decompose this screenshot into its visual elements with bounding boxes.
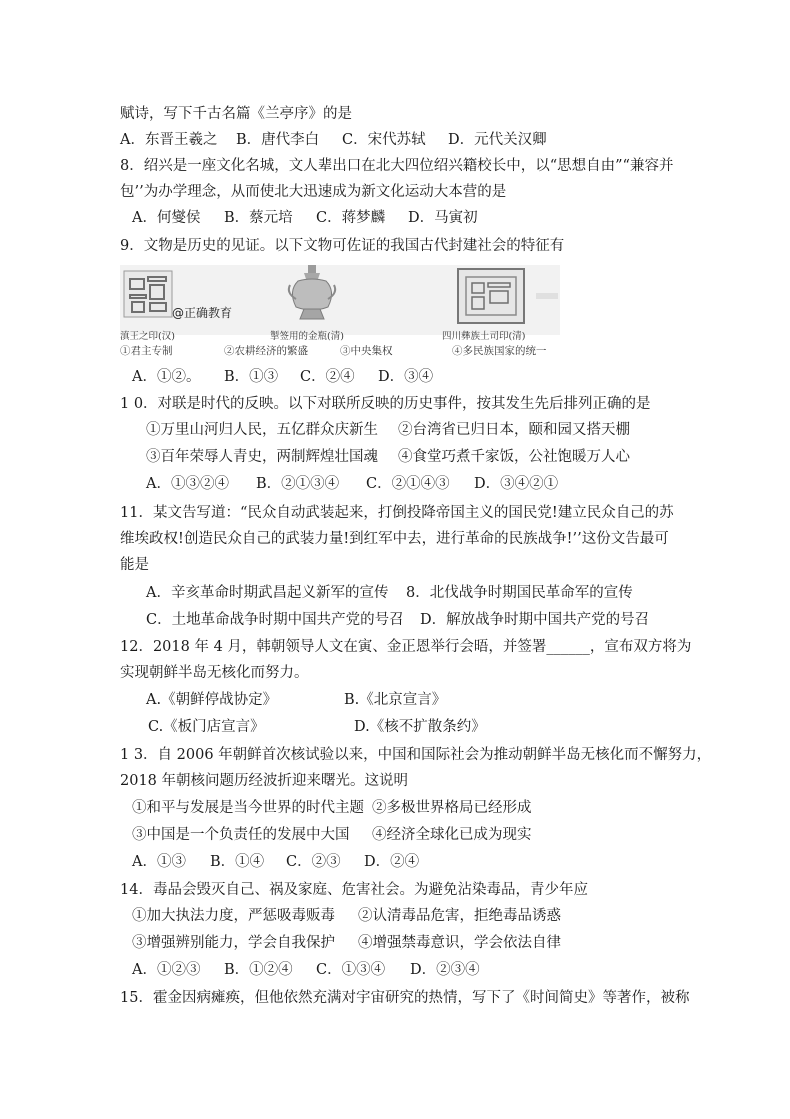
q13-option-d: D．②④ xyxy=(364,854,420,870)
q14-option-d: D．②③④ xyxy=(410,962,480,978)
q10-option-a: A．①③②④ xyxy=(146,476,229,492)
q11-stem-line2: 维埃政权!创造民众自己的武装力量!到红军中去，进行革命的民族战争!’’这份文告最可 xyxy=(120,531,669,547)
dian-king-seal-image xyxy=(124,271,172,317)
q10-statement-3: ③百年荣辱人青史，两制辉煌壮国魂 xyxy=(146,449,378,465)
q13-option-c: C．②③ xyxy=(286,854,341,870)
q10-option-b: B．②①③④ xyxy=(256,476,340,492)
label-centralization: ③中央集权 xyxy=(340,345,393,357)
q11-option-d: D．解放战争时期中国共产党的号召 xyxy=(420,612,650,628)
q14-statement-1: ①加大执法力度，严惩吸毒贩毒 xyxy=(132,908,335,924)
q9-option-d: D．③④ xyxy=(378,369,434,385)
q8-option-d: D．马寅初 xyxy=(408,210,478,226)
q12-option-b: B.《北京宣言》 xyxy=(344,692,447,708)
q13-option-b: B．①④ xyxy=(210,854,265,870)
q9-option-b: B．①③ xyxy=(224,369,279,385)
q8-stem-line1: 8．绍兴是一座文化名城，文人辈出口在北大四位绍兴籍校长中，以“思想自由”“兼容并 xyxy=(120,158,674,174)
q7-option-a: A．东晋王羲之 xyxy=(120,132,218,148)
q12-stem-line1: 12．2018 年 4 月，韩朝领导人文在寅、金正恩举行会晤，并签署______，宣布双方将为 xyxy=(120,639,692,655)
q11-option-a: A．辛亥革命时期武昌起义新军的宣传 xyxy=(146,585,389,601)
q13-statement-3: ③中国是一个负责任的发展中大国 xyxy=(132,827,350,843)
q13-option-a: A．①③ xyxy=(132,854,186,870)
q12-option-c: C.《板门店宣言》 xyxy=(148,719,265,735)
watermark-text: @正确教育 xyxy=(172,306,233,320)
q13-stem-line2: 2018 年朝核问题历经波折迎来曙光。这说明 xyxy=(120,773,409,789)
q9-option-a: A．①②。 xyxy=(132,369,201,385)
q14-option-c: C．①③④ xyxy=(316,962,386,978)
q8-option-a: A．何燮侯 xyxy=(132,210,201,226)
q8-option-b: B．蔡元培 xyxy=(224,210,293,226)
q14-statement-2: ②认清毒品危害，拒绝毒品诱惑 xyxy=(358,908,561,924)
q9-stem: 9．文物是历史的见证。以下文物可佐证的我国古代封建社会的特征有 xyxy=(120,238,565,254)
q13-statement-1: ①和平与发展是当今世界的时代主题 xyxy=(132,800,364,816)
caption-dian-seal: 滇王之印(汉) xyxy=(120,331,175,342)
q10-option-d: D．③④②① xyxy=(474,476,559,492)
q7-option-c: C．宋代苏轼 xyxy=(342,132,426,148)
q7-option-b: B．唐代李白 xyxy=(236,132,320,148)
q10-stem: 1 0．对联是时代的反映。以下对联所反映的历史事件，按其发生先后排列正确的是 xyxy=(120,396,651,412)
q7-stem-tail: 赋诗，写下千古名篇《兰亭序》的是 xyxy=(120,106,352,122)
caption-yi-seal: 四川彝族土司印(清) xyxy=(442,331,526,342)
q14-statement-3: ③增强辨别能力，学会自我保护 xyxy=(132,935,335,951)
q14-statement-4: ④增强禁毒意识，学会依法自律 xyxy=(358,935,561,951)
q11-stem-line3: 能是 xyxy=(120,557,149,573)
q14-option-b: B．①②④ xyxy=(224,962,293,978)
q11-stem-line1: 11．某文告写道：“民众自动武装起来，打倒投降帝国主义的国民党!建立民众自己的苏 xyxy=(120,505,674,521)
q10-option-c: C．②①④③ xyxy=(366,476,450,492)
q14-stem: 14．毒品会毁灭自己、祸及家庭、危害社会。为避免沾染毒品，青少年应 xyxy=(120,882,588,898)
q12-option-d: D.《核不扩散条约》 xyxy=(354,719,486,735)
q13-statement-2: ②多极世界格局已经形成 xyxy=(372,800,532,816)
q8-stem-line2: 包’’为办学理念，从而使北大迅速成为新文化运动大本营的是 xyxy=(120,184,507,200)
q7-option-d: D．元代关汉卿 xyxy=(448,132,547,148)
q13-statement-4: ④经济全球化已成为现实 xyxy=(372,827,532,843)
relic-figure xyxy=(120,265,560,357)
q11-option-b: 8．北伐战争时期国民革命军的宣传 xyxy=(406,585,633,601)
label-monarchy: ①君主专制 xyxy=(120,345,173,357)
yi-chieftain-seal-image xyxy=(458,269,524,323)
label-unification: ④多民族国家的统一 xyxy=(452,345,547,357)
q10-statement-4: ④食堂巧煮千家饭，公社饱暖万人心 xyxy=(398,449,630,465)
q8-option-c: C．蒋梦麟 xyxy=(316,210,386,226)
q10-statement-1: ①万里山河归人民，五亿群众庆新生 xyxy=(146,422,378,438)
q15-stem-line1: 15．霍金因病瘫痪，但他依然充满对宇宙研究的热情，写下了《时间简史》等著作，被称 xyxy=(120,990,690,1006)
q12-option-a: A.《朝鲜停战协定》 xyxy=(146,692,278,708)
q11-option-c: C．土地革命战争时期中国共产党的号召 xyxy=(146,612,404,628)
q9-option-c: C．②④ xyxy=(300,369,355,385)
q13-stem-line1: 1 3．自 2006 年朝鲜首次核试验以来，中国和国际社会为推动朝鲜半岛无核化而不懈努力， xyxy=(120,747,712,763)
q12-stem-line2: 实现朝鲜半岛无核化而努力。 xyxy=(120,665,309,681)
caption-golden-urn: 掣签用的金瓶(清) xyxy=(270,331,344,342)
q14-option-a: A．①②③ xyxy=(132,962,201,978)
label-farming: ②农耕经济的繁盛 xyxy=(224,345,308,357)
q10-statement-2: ②台湾省已归日本，颐和园又搭天棚 xyxy=(398,422,630,438)
